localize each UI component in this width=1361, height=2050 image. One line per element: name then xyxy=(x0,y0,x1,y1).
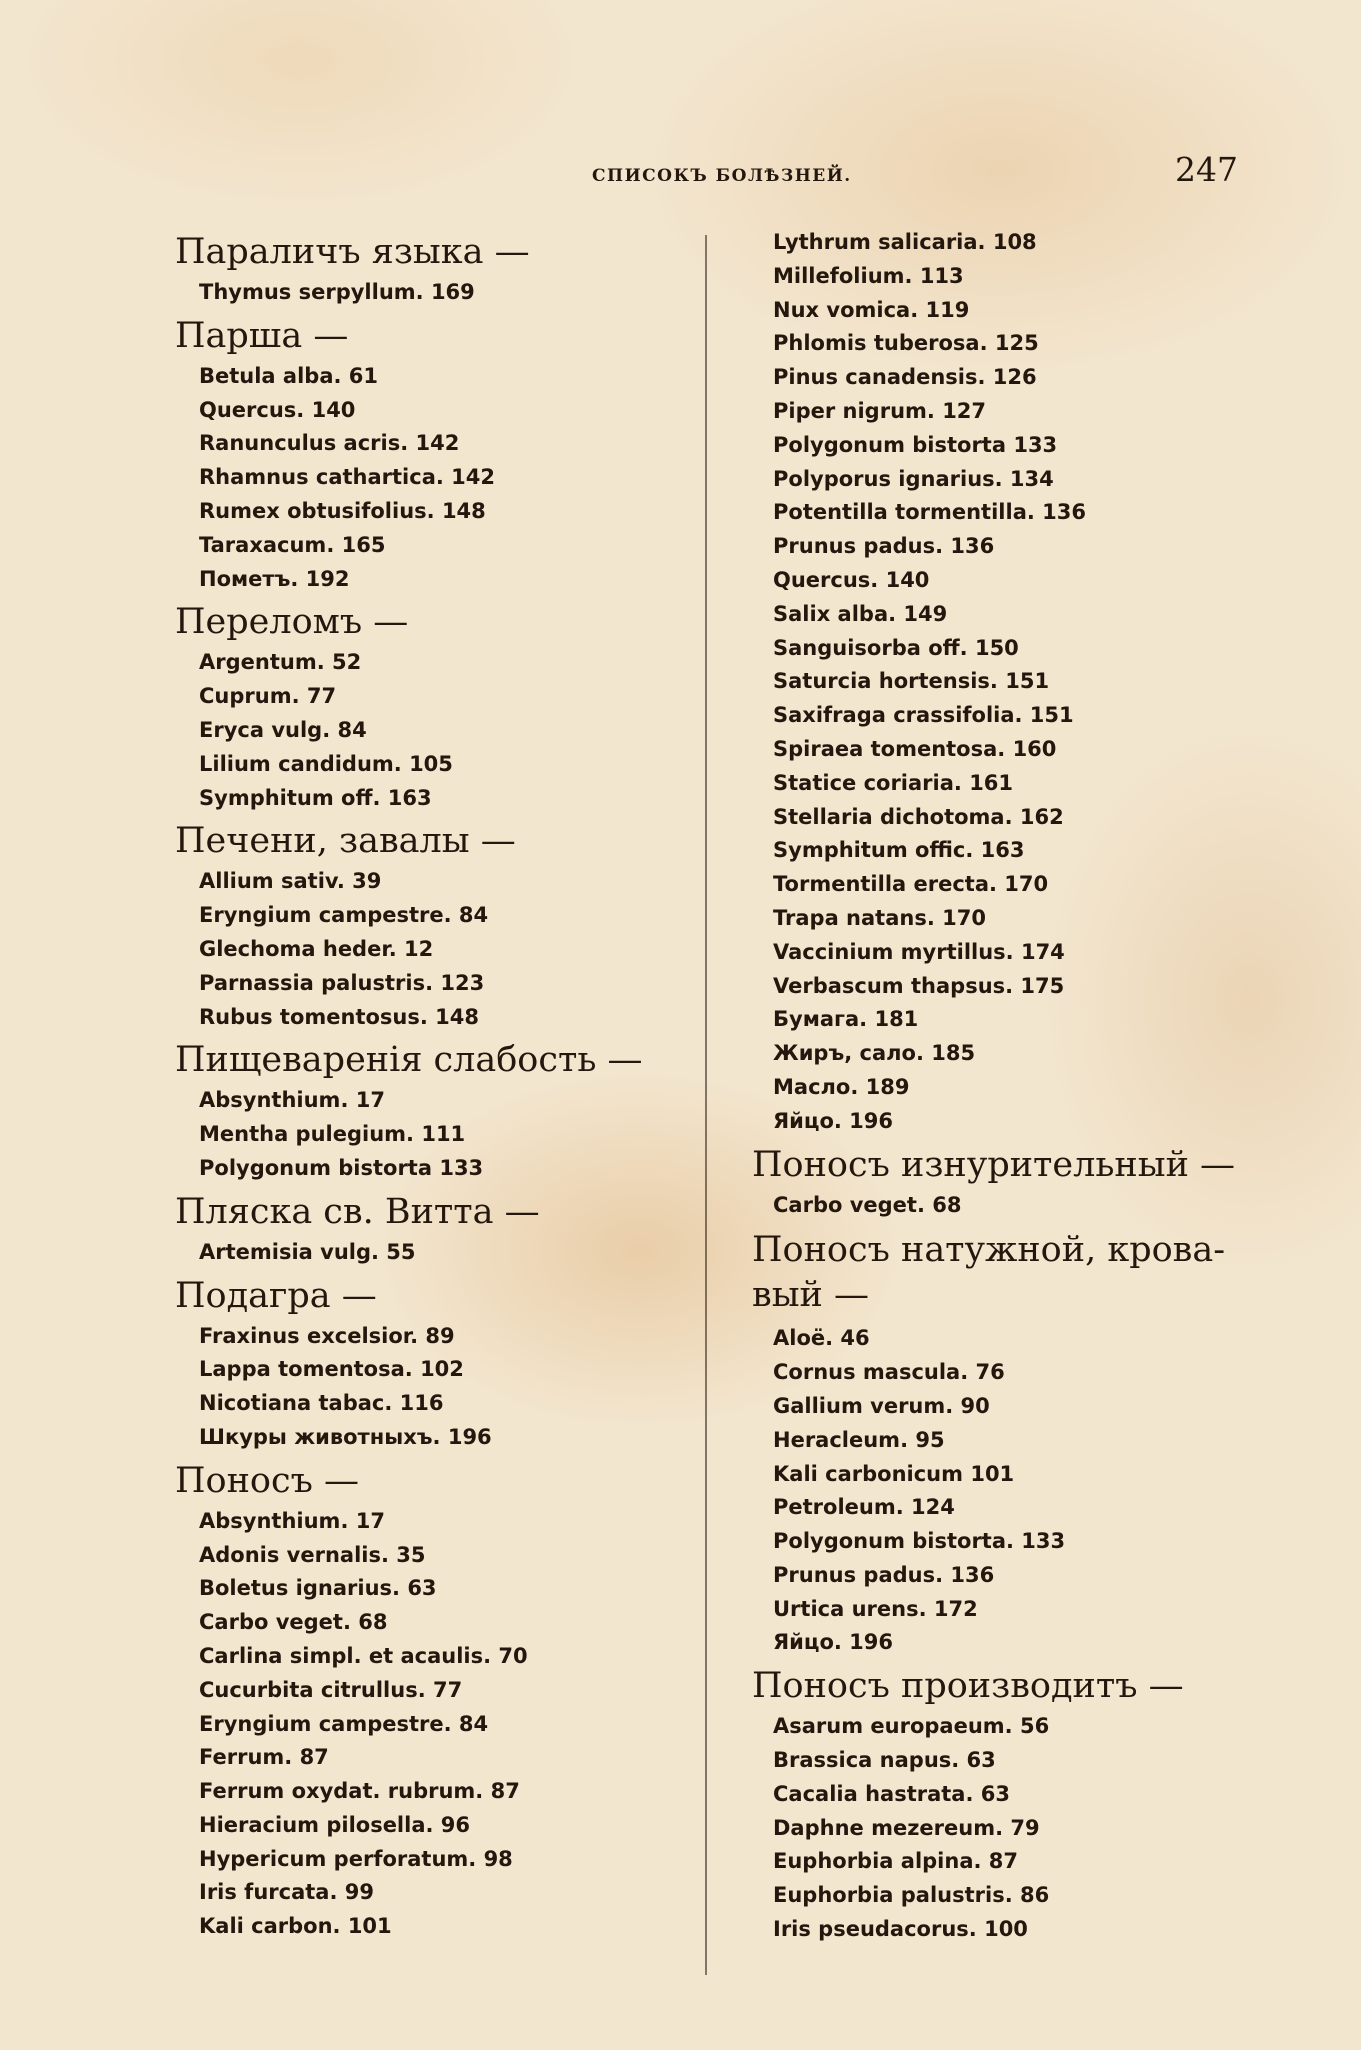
remedy-entry: Polygonum bistorta 133 xyxy=(773,432,1058,457)
remedy-entry: Polygonum bistorta. 133 xyxy=(773,1529,1066,1554)
remedy-entry: Sanguisorba off. 150 xyxy=(773,635,1019,660)
remedy-entry: Glechoma heder. 12 xyxy=(199,936,434,961)
remedy-entry: Nicotiana tabac. 116 xyxy=(199,1391,444,1416)
right-column-lead xyxy=(752,226,1312,1139)
disease-heading-line: Поносъ натужной, крова- xyxy=(752,1230,1226,1271)
remedy-entry: Prunus padus. 136 xyxy=(773,1562,995,1587)
remedy-entry: Cucurbita citrullus. 77 xyxy=(199,1677,463,1702)
remedy-entry: Cacalia hastrata. 63 xyxy=(773,1781,1010,1806)
disease-section xyxy=(175,230,695,310)
remedy-entry: Brassica napus. 63 xyxy=(773,1748,996,1773)
remedy-entry: Rumex obtusifolius. 148 xyxy=(199,498,486,523)
disease-section xyxy=(175,1190,695,1270)
disease-section xyxy=(175,1274,695,1455)
remedy-entry: Argentum. 52 xyxy=(199,650,362,675)
disease-section xyxy=(175,600,695,815)
remedy-entry: Жиръ, сало. 185 xyxy=(773,1041,976,1066)
remedy-entry: Boletus ignarius. 63 xyxy=(199,1576,437,1601)
remedy-entry: Lythrum salicaria. 108 xyxy=(773,230,1037,254)
remedy-entry: Pinus canadensis. 126 xyxy=(773,365,1037,390)
remedy-entry: Kali carbonicum 101 xyxy=(773,1461,1015,1486)
remedy-entry: Potentilla tormentilla. 136 xyxy=(773,500,1086,525)
remedy-entry: Fraxinus excelsior. 89 xyxy=(199,1323,455,1348)
remedy-entry: Heracleum. 95 xyxy=(773,1427,945,1452)
remedy-entry: Rhamnus cathartica. 142 xyxy=(199,465,495,490)
disease-section xyxy=(175,819,695,1034)
remedy-entry: Nux vomica. 119 xyxy=(773,297,970,322)
remedy-entry: Petroleum. 124 xyxy=(773,1495,955,1520)
remedy-entry: Яйцо. 196 xyxy=(773,1108,894,1133)
remedy-entry: Пометъ. 192 xyxy=(199,566,350,591)
remedy-entry: Quercus. 140 xyxy=(199,397,356,422)
remedy-entry: Polyporus ignarius. 134 xyxy=(773,466,1054,491)
remedy-entry: Cornus mascula. 76 xyxy=(773,1360,1005,1385)
remedy-entry: Asarum europaeum. 56 xyxy=(773,1714,1050,1739)
disease-section xyxy=(752,1143,1312,1223)
disease-heading: Подагра — xyxy=(175,1275,377,1316)
right-column-sections xyxy=(752,1143,1312,1947)
column-rule xyxy=(705,235,707,1975)
disease-heading: Параличъ языка — xyxy=(175,232,530,272)
remedy-entry: Absynthium. 17 xyxy=(199,1088,385,1113)
remedy-entry: Spiraea tomentosa. 160 xyxy=(773,736,1057,761)
remedy-entry: Яйцо. 196 xyxy=(773,1630,894,1655)
remedy-entry: Eryngium campestre. 84 xyxy=(199,903,489,928)
remedy-entry: Taraxacum. 165 xyxy=(199,532,386,557)
remedy-entry: Ferrum. 87 xyxy=(199,1745,329,1770)
disease-heading-line: вый — xyxy=(752,1275,870,1316)
remedy-entry: Бумага. 181 xyxy=(773,1007,919,1032)
remedy-entry: Artemisia vulg. 55 xyxy=(199,1239,416,1264)
remedy-entry: Mentha pulegium. 111 xyxy=(199,1122,466,1147)
disease-heading: Пляска св. Витта — xyxy=(175,1191,540,1232)
remedy-entry: Urtica urens. 172 xyxy=(773,1596,978,1621)
left-column xyxy=(175,226,695,1944)
remedy-entry: Saturcia hortensis. 151 xyxy=(773,669,1050,694)
remedy-entry: Tormentilla erecta. 170 xyxy=(773,872,1049,897)
remedy-entry: Gallium verum. 90 xyxy=(773,1393,990,1418)
disease-heading: Поносъ — xyxy=(175,1460,359,1501)
disease-heading: Пищеваренія слабость — xyxy=(175,1040,643,1081)
remedy-entry: Quercus. 140 xyxy=(773,567,930,592)
remedy-entry: Carbo veget. 68 xyxy=(773,1192,962,1217)
remedy-entry: Carbo veget. 68 xyxy=(199,1610,388,1635)
remedy-entry: Kali carbon. 101 xyxy=(199,1914,392,1939)
remedy-entry: Phlomis tuberosa. 125 xyxy=(773,331,1039,356)
page-number: 247 xyxy=(1175,150,1238,189)
disease-heading: Парша — xyxy=(175,315,349,356)
remedy-entry: Salix alba. 149 xyxy=(773,601,948,626)
remedy-entry: Iris pseudacorus. 100 xyxy=(773,1917,1028,1942)
remedy-entry: Betula alba. 61 xyxy=(199,363,379,388)
disease-section xyxy=(175,1459,695,1944)
remedy-entry: Adonis vernalis. 35 xyxy=(199,1542,426,1567)
remedy-entry: Euphorbia palustris. 86 xyxy=(773,1883,1050,1908)
remedy-entry: Parnassia palustris. 123 xyxy=(199,970,485,995)
remedy-entry: Шкуры животныхъ. 196 xyxy=(199,1424,492,1449)
remedy-entry: Ferrum oxydat. rubrum. 87 xyxy=(199,1779,520,1804)
remedy-entry: Carlina simpl. et acaulis. 70 xyxy=(199,1643,528,1668)
disease-section xyxy=(175,1038,695,1185)
remedy-entry: Trapa natans. 170 xyxy=(773,905,986,930)
remedy-entry: Verbascum thapsus. 175 xyxy=(773,973,1065,998)
running-head: СПИСОКЪ БОЛѢЗНЕЙ. xyxy=(592,166,852,186)
remedy-entry: Lilium candidum. 105 xyxy=(199,751,453,776)
remedy-entry: Symphitum offic. 163 xyxy=(773,838,1025,863)
disease-section xyxy=(175,314,695,597)
remedy-entry: Aloë. 46 xyxy=(773,1326,870,1351)
remedy-entry: Iris furcata. 99 xyxy=(199,1880,374,1905)
remedy-entry: Ranunculus acris. 142 xyxy=(199,431,460,456)
remedy-entry: Thymus serpyllum. 169 xyxy=(199,280,475,304)
disease-heading xyxy=(752,1228,1312,1318)
remedy-entry: Symphitum off. 163 xyxy=(199,785,432,810)
remedy-entry: Stellaria dichotoma. 162 xyxy=(773,804,1064,829)
remedy-entry: Statice coriaria. 161 xyxy=(773,770,1014,795)
remedy-entry: Piper nigrum. 127 xyxy=(773,398,987,423)
remedy-entry: Hieracium pilosella. 96 xyxy=(199,1812,471,1837)
disease-section xyxy=(752,1228,1312,1660)
remedy-entry: Cuprum. 77 xyxy=(199,684,337,709)
disease-heading: Печени, завалы — xyxy=(175,821,516,862)
remedy-entry: Millefolium. 113 xyxy=(773,263,964,288)
remedy-entry: Vaccinium myrtillus. 174 xyxy=(773,939,1065,964)
remedy-entry: Lappa tomentosa. 102 xyxy=(199,1357,464,1382)
remedy-entry: Polygonum bistorta 133 xyxy=(199,1155,484,1180)
remedy-entry: Allium sativ. 39 xyxy=(199,869,382,894)
disease-section xyxy=(752,1664,1312,1947)
remedy-entry: Eryca vulg. 84 xyxy=(199,717,367,742)
right-column xyxy=(752,226,1312,1947)
disease-heading: Поносъ производитъ — xyxy=(752,1666,1184,1707)
remedy-entry: Euphorbia alpina. 87 xyxy=(773,1849,1019,1874)
remedy-entry: Rubus tomentosus. 148 xyxy=(199,1004,479,1029)
remedy-entry: Масло. 189 xyxy=(773,1074,910,1099)
remedy-entry: Eryngium campestre. 84 xyxy=(199,1711,489,1736)
disease-heading: Поносъ изнурительный — xyxy=(752,1144,1236,1185)
remedy-entry: Hypericum perforatum. 98 xyxy=(199,1846,513,1871)
remedy-entry: Prunus padus. 136 xyxy=(773,534,995,559)
remedy-entry: Saxifraga crassifolia. 151 xyxy=(773,703,1074,728)
remedy-entry: Absynthium. 17 xyxy=(199,1508,385,1533)
disease-heading: Переломъ — xyxy=(175,602,409,643)
remedy-entry: Daphne mezereum. 79 xyxy=(773,1815,1040,1840)
